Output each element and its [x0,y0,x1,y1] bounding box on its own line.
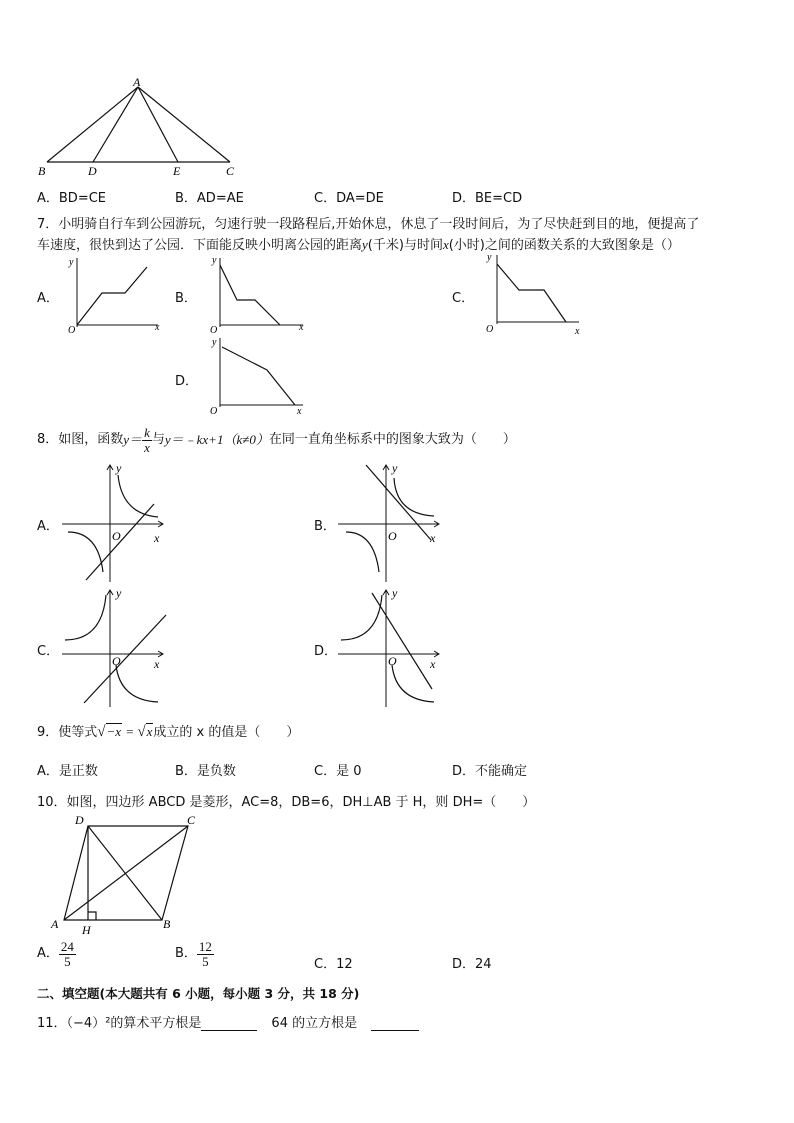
q7a-y: y [69,257,74,268]
q7b-x: x [299,322,304,333]
q6-option-b[interactable]: B．AD=AE [175,191,244,206]
q7-option-b-label[interactable]: B． [175,291,197,306]
q7d-x: x [297,406,302,417]
q7-graph-a[interactable] [62,255,162,335]
label-H: H [82,923,91,937]
label-C: C [226,164,235,178]
q10-option-d[interactable]: D．24 [452,957,492,972]
q7c-y: y [487,252,492,263]
q8-graph-d[interactable] [336,585,456,710]
q8-graph-c[interactable] [60,585,180,710]
q7-graph-c[interactable] [482,252,582,337]
label-A: A [51,917,59,931]
q8a-y: y [116,461,122,475]
q8-graph-b[interactable] [336,460,456,580]
q7a-o: O [68,325,76,336]
q7-option-a-label[interactable]: A． [37,291,59,306]
q7a-x: x [155,322,160,333]
label-E: E [173,164,181,178]
label-B: B [163,917,171,931]
q8c-o: O [112,654,121,668]
q7-graph-d[interactable] [205,335,305,415]
q10-option-a[interactable]: A． $\frac{24}{5}$ [37,939,74,969]
q11-stem: 11．（−4）²的算术平方根是 64 的立方根是 [37,1012,419,1031]
q8-k-over-x: $\frac{k}{x}$ [144,425,150,455]
q7d-o: O [210,406,218,417]
q8-stem: 8．如图，函数y＝ $\frac{k}{x}$ 与y＝﹣kx+1（k≠0）在同一直角坐标系中的图象大致为（ ） [37,425,516,455]
q9-option-a[interactable]: A．是正数 [37,764,98,779]
q8-option-b-label[interactable]: B． [314,519,336,534]
q11-blank-1[interactable] [201,1016,257,1031]
q7d-y: y [212,337,217,348]
q8c-y: y [116,586,122,600]
q11-blank-2[interactable] [371,1016,419,1031]
section-2-title: 二、填空题(本大题共有 6 小题，每小题 3 分，共 18 分) [37,986,360,1001]
q8b-x: x [430,531,436,545]
q8a-o: O [112,529,121,543]
q10-rhombus-figure [48,812,218,937]
label-A: A [133,75,141,89]
q10-stem: 10．如图，四边形 ABCD 是菱形，AC=8，DB=6，DH⊥AB 于 H，则 DH=（ ） [37,795,536,810]
sqrt-x: √x [137,724,153,740]
q8-option-a-label[interactable]: A． [37,519,59,534]
q9-option-b[interactable]: B．是负数 [175,764,236,779]
q8a-x: x [154,531,160,545]
sqrt-neg-x: √−x [97,724,122,740]
q6-triangle-figure [30,75,260,178]
q8b-y: y [392,461,398,475]
q8d-y: y [392,586,398,600]
q10-option-b[interactable]: B． $\frac{12}{5}$ [175,939,212,969]
q8d-x: x [430,657,436,671]
q8c-x: x [154,657,160,671]
q8-option-c-label[interactable]: C． [37,644,60,659]
q7c-x: x [575,326,580,337]
q6-option-a[interactable]: A．BD=CE [37,191,107,206]
label-D: D [88,164,97,178]
q10-option-c[interactable]: C．12 [314,957,353,972]
q8d-o: O [388,654,397,668]
q6-option-d[interactable]: D．BE=CD [452,191,523,206]
label-D: D [75,813,84,827]
q7-option-d-label[interactable]: D． [175,374,199,389]
q7-stem-line1: 7．小明骑自行车到公园游玩，匀速行驶一段路程后,开始休息，休息了一段时间后，为了尽快赶到目的地，便提高了 [37,217,700,232]
q9-option-c[interactable]: C．是 0 [314,764,362,779]
q7-stem-line2: 车速度，很快到达了公园．下面能反映小明离公园的距离y(千米)与时间x(小时)之间的函数关系的大致图象是（） [37,237,680,253]
q7b-o: O [210,325,218,336]
q7c-o: O [486,324,494,335]
q8-option-d-label[interactable]: D． [314,644,338,659]
q8-graph-a[interactable] [60,460,180,580]
q9-stem: 9．使等式√−x = √x成立的 x 的值是（ ） [37,724,300,740]
q7-graph-b[interactable] [205,255,305,335]
q7-option-c-label[interactable]: C． [452,291,475,306]
q7b-y: y [212,255,217,266]
q8b-o: O [388,529,397,543]
label-B: B [38,164,46,178]
q6-option-c[interactable]: C．DA=DE [314,191,384,206]
label-C: C [187,813,196,827]
q9-option-d[interactable]: D．不能确定 [452,764,528,779]
